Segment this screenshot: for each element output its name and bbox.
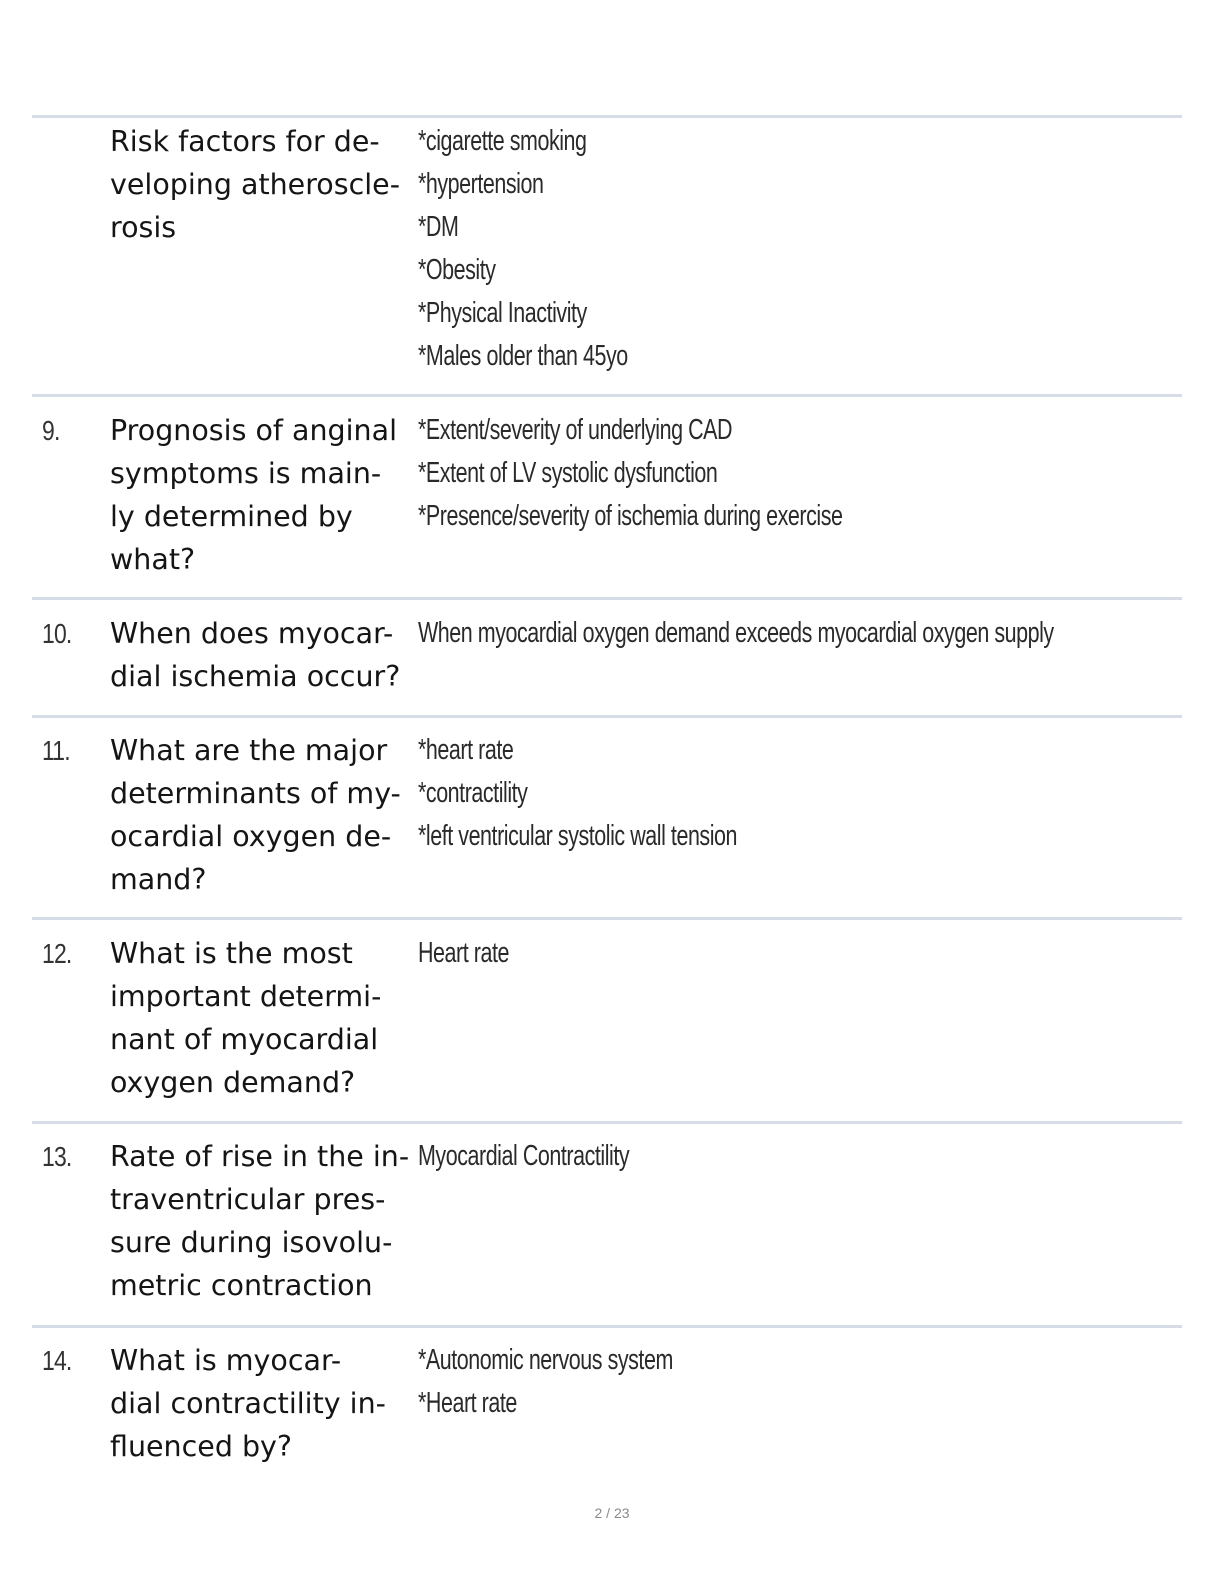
answer-line: *Physical Inactivity <box>418 297 587 329</box>
row-divider <box>32 597 1182 600</box>
card-answer <box>418 1135 1084 1178</box>
card-question: What is the most important determi- nant of myocardial oxygen demand? <box>110 937 382 1099</box>
answer-line: *Males older than 45yo <box>418 340 628 372</box>
row-divider <box>32 394 1182 397</box>
card-answer <box>418 932 1084 975</box>
answer-line: Heart rate <box>418 937 509 969</box>
card-question: Prognosis of anginal symptoms is main- ly determined by what? <box>110 414 397 576</box>
card-question: When does myocar- dial ischemia occur? <box>110 617 401 693</box>
card-number: 12. <box>42 938 72 969</box>
answer-line: *Presence/severity of ischemia during exercise <box>418 500 843 532</box>
card-question: Risk factors for de- veloping atheroscle- rosis <box>110 125 400 244</box>
card-number: 13. <box>42 1141 72 1172</box>
answer-line: *Extent of LV systolic dysfunction <box>418 457 718 489</box>
answer-line: *cigarette smoking <box>418 125 587 157</box>
answer-line: *heart rate <box>418 734 514 766</box>
answer-line: *Extent/severity of underlying CAD <box>418 414 733 446</box>
card-question: What are the major determinants of my- ocardial oxygen de- mand? <box>110 734 401 896</box>
row-divider <box>32 115 1182 118</box>
card-answer <box>418 120 1084 378</box>
card-answer <box>418 612 1084 655</box>
answer-line: Myocardial Contractility <box>418 1140 630 1172</box>
row-divider <box>32 1121 1182 1124</box>
card-answer <box>418 1339 1084 1425</box>
answer-line: *Obesity <box>418 254 496 286</box>
answer-line: *left ventricular systolic wall tension <box>418 820 738 852</box>
answer-line: *contractility <box>418 777 528 809</box>
answer-line: *Autonomic nervous system <box>418 1344 673 1376</box>
row-divider <box>32 917 1182 920</box>
card-answer <box>418 409 1084 538</box>
row-divider <box>32 715 1182 718</box>
card-question: Rate of rise in the in- traventricular pres- sure during isovolu- metric contraction <box>110 1140 410 1302</box>
answer-line: *DM <box>418 211 459 243</box>
card-number: 10. <box>42 618 72 649</box>
answer-line: *hypertension <box>418 168 544 200</box>
card-number: 9. <box>42 415 60 446</box>
card-question: What is myocar- dial contractility in- fluenced by? <box>110 1344 386 1463</box>
page-indicator: 2 / 23 <box>594 1505 630 1521</box>
answer-line: When myocardial oxygen demand exceeds myocardial oxygen supply <box>418 617 1054 649</box>
row-divider <box>32 1325 1182 1328</box>
card-number: 14. <box>42 1345 72 1376</box>
answer-line: *Heart rate <box>418 1387 517 1419</box>
card-number: 11. <box>42 735 70 766</box>
card-answer <box>418 729 1084 858</box>
